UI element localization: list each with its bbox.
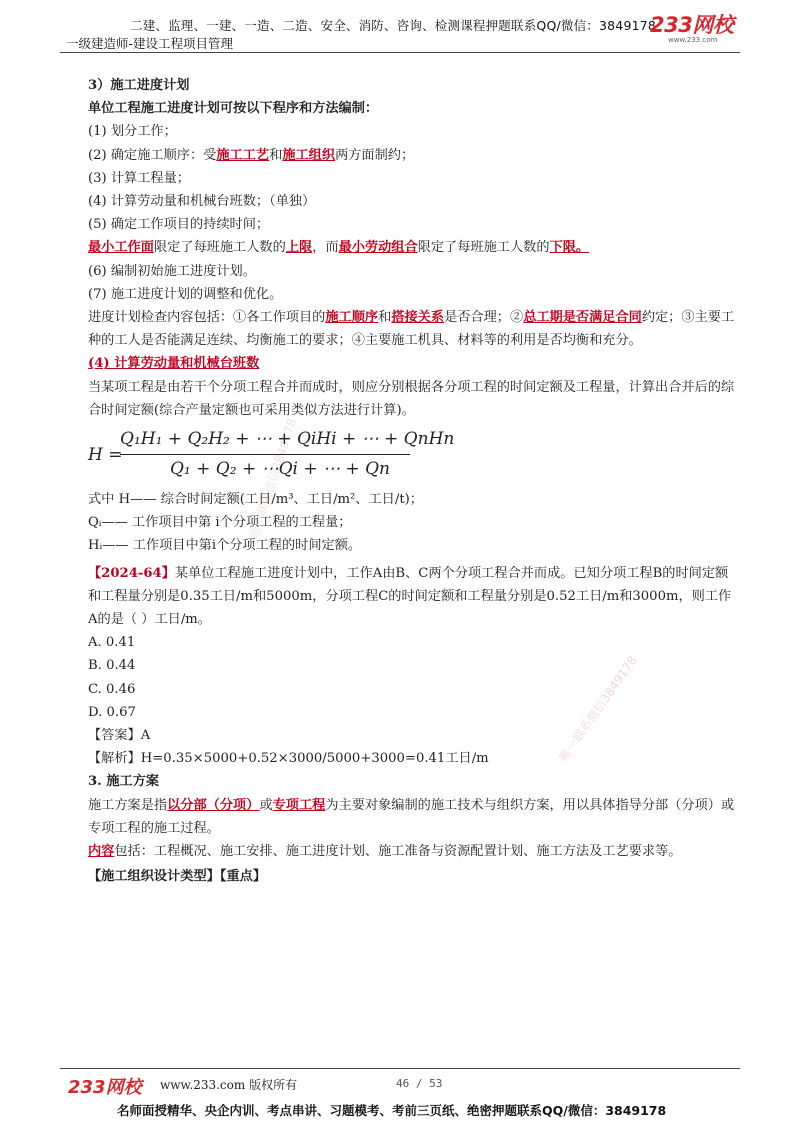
- keyword: 施工顺序: [325, 310, 379, 326]
- keyword: 搭接关系: [391, 310, 445, 326]
- formula-denominator: Q₁ + Q₂ + ⋯Qi + ⋯ + Qn: [170, 459, 390, 480]
- text: 包括：工程概况、施工安排、施工进度计划、施工准备与资源配置计划、施工方法及工艺要求等。: [114, 844, 682, 860]
- text: ，而: [312, 240, 339, 256]
- keyword: 施工工艺: [216, 147, 270, 163]
- text: 和: [269, 147, 283, 163]
- text: 限定了每班施工人数的: [417, 240, 550, 256]
- text: 施工方案是指: [88, 797, 168, 813]
- list-item: (5) 确定工作项目的持续时间；: [88, 217, 270, 233]
- paragraph: 当某项工程是由若干个分项工程合并而成时，则应分别根据各分项工程的时间定额及工程量，计算出合并后的综合时间定额(综合产量定额也可采用类似方法进行计算)。: [88, 379, 735, 418]
- watermark: 唯一联系微信3849178: [556, 653, 640, 765]
- fraction-bar: [120, 454, 410, 455]
- keyword: 总工期是否满足合同: [523, 310, 642, 326]
- formula: [88, 428, 740, 482]
- document-body: [88, 74, 740, 889]
- keyword: 上限: [285, 240, 313, 256]
- option-d: D. 0.67: [88, 704, 136, 720]
- text: 或: [259, 797, 273, 813]
- list-item: (1) 划分工作；: [88, 124, 177, 140]
- section-title: 3. 施工方案: [88, 774, 160, 790]
- section-intro: 单位工程施工进度计划可按以下程序和方法编制：: [88, 101, 379, 117]
- definition: Hᵢ—— 工作项目中第i个分项工程的时间定额。: [88, 538, 362, 554]
- list-item: [88, 144, 740, 167]
- footer-logo: 233网校: [68, 1077, 142, 1098]
- keyword: 下限。: [549, 240, 590, 256]
- logo-text: 233网校: [650, 13, 734, 37]
- option-a: A. 0.41: [88, 635, 136, 651]
- header-course-title: 一级建造师-建设工程项目管理: [66, 36, 234, 51]
- text: 和: [378, 310, 392, 326]
- text: 约定；③主要工种的工人是否能满足连续、均衡施工的要求；④主要施工机具、材料等的利用是否均衡和充分。: [88, 310, 735, 349]
- text: (2) 确定施工顺序：受: [88, 147, 217, 163]
- definition: 式中 H—— 综合时间定额(工日/m³、工日/m²、工日/t)；: [88, 492, 423, 508]
- text: 两方面制约；: [335, 147, 415, 163]
- text: 进度计划检查内容包括：①各工作项目的: [88, 310, 326, 326]
- exam-question: [88, 562, 740, 632]
- footer-ad: 名师面授精华、央企内训、考点串讲、习题模考、考前三页纸、绝密押题联系QQ/微信：3849178: [117, 1103, 667, 1118]
- note: [88, 236, 740, 259]
- text: 为主要对象编制的施工技术与组织方案，用以具体指导分部（分项）或专项工程的施工过程。: [88, 797, 735, 836]
- formula-numerator: Q₁H₁ + Q₂H₂ + ⋯ + QiHi + ⋯ + QnHn: [120, 429, 455, 450]
- definition: Qᵢ—— 工作项目中第 i个分项工程的工程量；: [88, 515, 352, 531]
- text: 限定了每班施工人数的: [153, 240, 286, 256]
- paragraph: [88, 306, 740, 352]
- answer: 【答案】A: [88, 728, 151, 744]
- watermark: 唯一联系微信3849178: [247, 416, 300, 541]
- keyword: 以分部（分项）: [167, 797, 260, 813]
- paragraph: [88, 794, 740, 840]
- question-tag: 【2024-64】: [88, 565, 175, 581]
- list-item: (4) 计算劳动量和机械台班数；（单独）: [88, 194, 316, 210]
- page-number: 46 / 53: [396, 1077, 443, 1090]
- keyword: 施工组织: [282, 147, 336, 163]
- header-contact-line: 二建、监理、一建、一造、二造、安全、消防、咨询、检测课程押题联系QQ/微信：3849178: [130, 18, 657, 33]
- formula-lhs: H =: [88, 445, 123, 466]
- section-title: 【施工组织设计类型】【重点】: [88, 869, 267, 885]
- footer-copyright: www.233.com 版权所有: [160, 1078, 298, 1092]
- list-item: (3) 计算工程量；: [88, 170, 190, 186]
- option-b: B. 0.44: [88, 658, 136, 674]
- keyword: 内容: [88, 844, 115, 860]
- question-text: 某单位工程施工进度计划中，工作A由B、C两个分项工程合并而成。已知分项工程B的时间定额和工程量分别是0.35工日/m和5000m，分项工程C的时间定额和工程量分别是0.52工日/m和3000m，则工作A的是（ ）工日/m。: [88, 565, 732, 628]
- footer-divider: [60, 1068, 740, 1069]
- keyword: 最小劳动组合: [338, 240, 418, 256]
- paragraph: [88, 840, 740, 863]
- list-item: (7) 施工进度计划的调整和优化。: [88, 286, 283, 302]
- keyword: 专项工程: [272, 797, 326, 813]
- section-title: 3）施工进度计划: [88, 78, 190, 93]
- list-item: (6) 编制初始施工进度计划。: [88, 263, 256, 279]
- logo-url: www.233.com: [668, 36, 718, 44]
- analysis: 【解析】H=0.35×5000+0.52×3000/5000+3000=0.41工日/m: [88, 751, 489, 767]
- keyword: 最小工作面: [88, 240, 154, 256]
- text: 是否合理；②: [444, 310, 524, 326]
- option-c: C. 0.46: [88, 681, 136, 697]
- subsection-title: (4) 计算劳动量和机械台班数: [88, 356, 260, 372]
- header-divider: [60, 52, 740, 53]
- brand-logo: [650, 14, 740, 50]
